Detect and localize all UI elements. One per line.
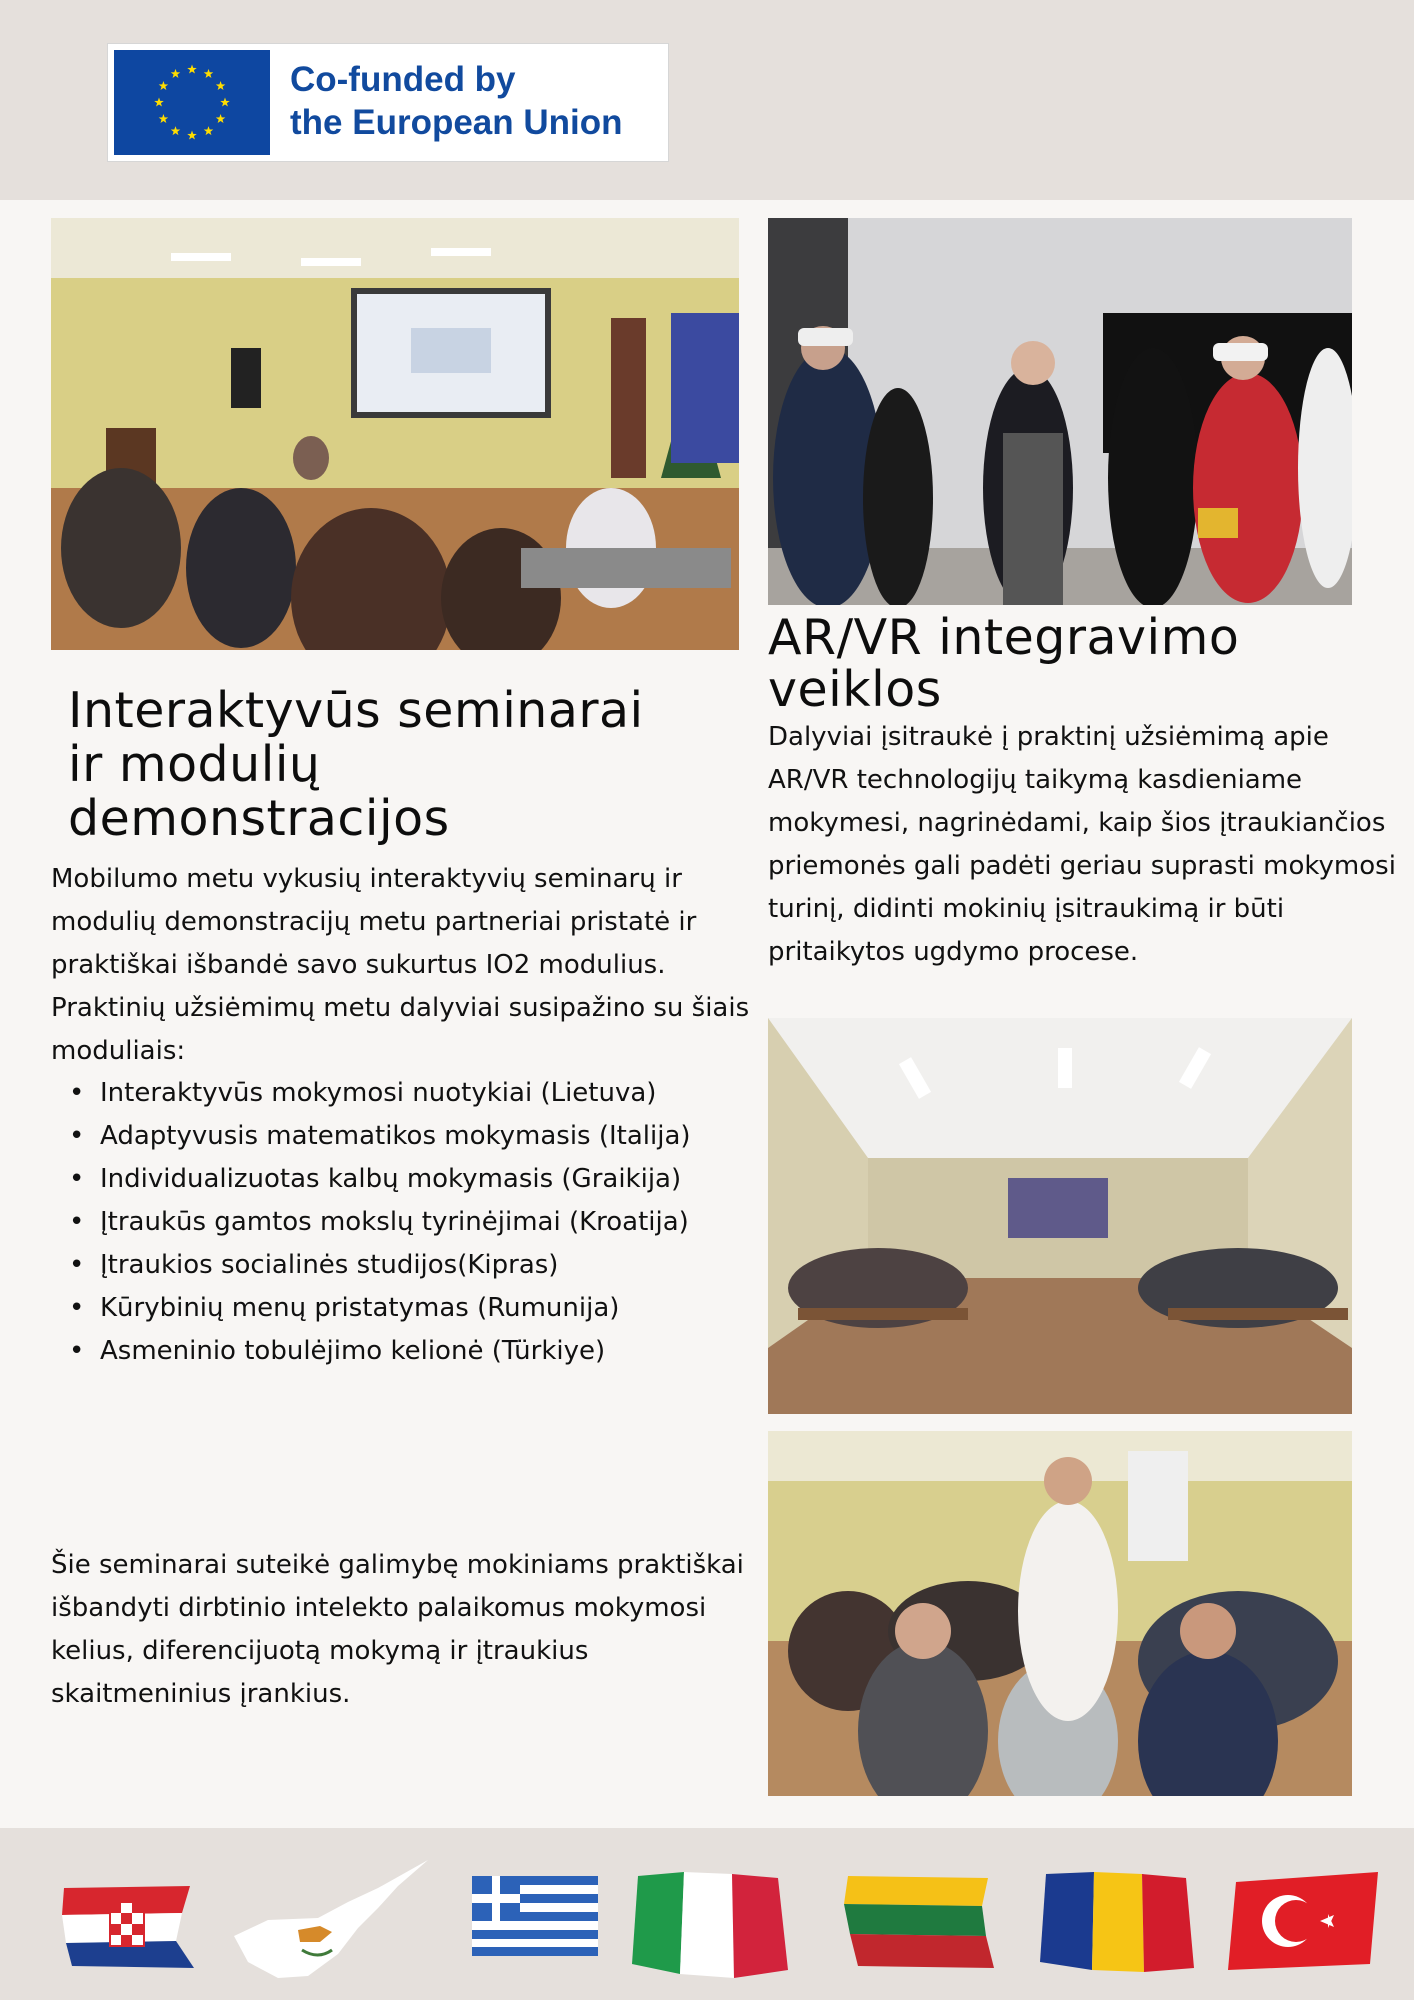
romania-flag-icon (1036, 1870, 1196, 1974)
list-item: • Asmeninio tobulėjimo kelionė (Türkiye) (51, 1330, 751, 1373)
seminars-intro-text: Mobilumo metu vykusių interaktyvių seminarų ir modulių demonstracijų metu partneriai pristatė ir praktiškai išbandė savo sukurtus IO2 modulius. Praktinių užsiėmimų metu dalyviai susipažino su šiais moduliais: (51, 864, 750, 1066)
italy-flag-icon (628, 1870, 792, 1980)
greece-flag-icon (466, 1872, 602, 1960)
header-band (0, 0, 1414, 200)
arvr-heading (768, 609, 1398, 718)
eu-logo-line2: the European Union (290, 103, 623, 142)
list-item: • Interaktyvūs mokymosi nuotykiai (Lietuva) (51, 1072, 751, 1115)
list-item: • Įtraukios socialinės studijos(Kipras) (51, 1244, 751, 1287)
turkey-flag-icon (1222, 1868, 1386, 1974)
seminars-heading-line2: ir modulių (68, 736, 321, 793)
vr-session-photo (768, 218, 1352, 605)
arvr-heading-line1: AR/VR integravimo (768, 609, 1240, 666)
seminars-outro-text: Šie seminarai suteikė galimybę mokiniams praktiškai išbandyti dirbtinio intelekto palaikomus mokymosi kelius, diferencijuotą mokymą ir įtraukius skaitmeninius įrankius. (51, 1550, 744, 1709)
school-hall-photo (768, 1018, 1352, 1414)
list-item: • Adaptyvusis matematikos mokymasis (Italija) (51, 1115, 751, 1158)
eu-cofunded-logo (107, 43, 669, 162)
arvr-heading-line2: veiklos (768, 661, 942, 718)
seminars-heading-line1: Interaktyvūs seminarai (68, 682, 644, 739)
list-item: • Individualizuotas kalbų mokymasis (Graikija) (51, 1158, 751, 1201)
seminars-heading-line3: demonstracijos (68, 790, 450, 847)
eu-logo-line1: Co-funded by (290, 60, 516, 99)
seminar-room-photo (51, 218, 739, 650)
list-item: • Įtraukūs gamtos mokslų tyrinėjimai (Kroatija) (51, 1201, 751, 1244)
seminars-heading (68, 684, 748, 846)
croatia-flag-icon (58, 1884, 198, 1970)
arvr-description-text: Dalyviai įsitraukė į praktinį užsiėmimą apie AR/VR technologijų taikymą kasdieniame mokymesi, nagrinėdami, kaip šios įtraukiančios priemonės gali padėti geriau suprasti mokymosi turinį, didinti mokinių įsitraukimą ir būti pritaikytos ugdymo procese. (768, 722, 1396, 967)
cyprus-flag-icon (228, 1858, 434, 2000)
partner-flags-band (0, 1828, 1414, 2000)
eu-logo-text (290, 58, 623, 144)
eu-flag-icon (114, 50, 270, 155)
lithuania-flag-icon (842, 1872, 998, 1972)
modules-list (51, 1072, 751, 1373)
list-item: • Kūrybinių menų pristatymas (Rumunija) (51, 1287, 751, 1330)
student-group-photo (768, 1431, 1352, 1796)
